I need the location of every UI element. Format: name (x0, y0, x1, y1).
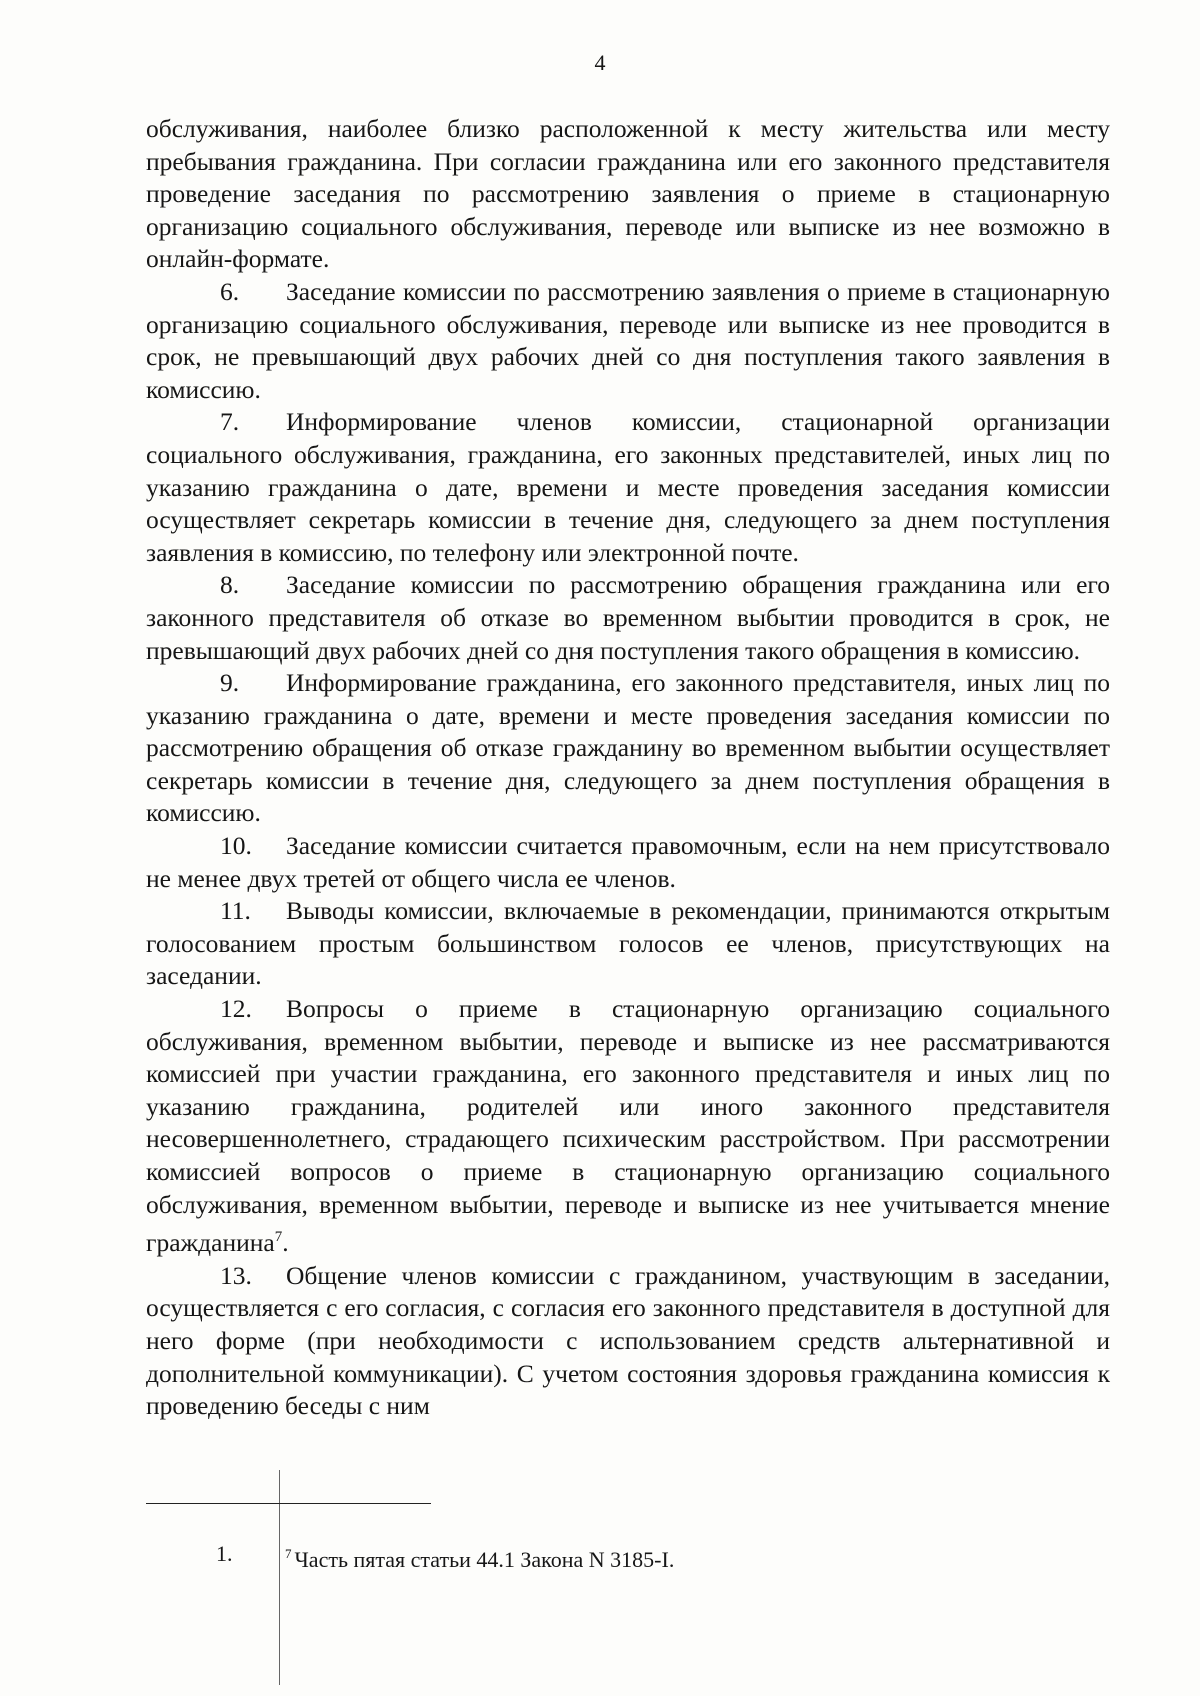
paragraph-text: Общение членов комиссии с гражданином, участвующим в заседании, осуществляется с его согласия, с согласия его законного представителя в доступной для него форме (при необходимости с использованием средств альтернативной и дополнительной коммуникации). С учетом состояния здоровья гражданина комиссия к проведению беседы с ним (146, 1260, 1110, 1421)
footnote-content: Часть пятая статьи 44.1 Закона N 3185-I. (294, 1547, 675, 1572)
footnote-list-number: 1. (216, 1541, 233, 1566)
paragraph-text: Вопросы о приеме в стационарную организацию социального обслуживания, временном выбытии, переводе и выписке из нее рассматриваются комиссией при участии гражданина, его законного представителя и иных лиц по указанию гражданина, родителей или иного законного представителя несовершеннолетнего, страдающего психическим расстройством. При рассмотрении комиссией вопросов о приеме в стационарную организацию социального обслуживания, временном выбытии, переводе и выписке из нее учитывается мнение гражданина (146, 994, 1110, 1258)
paragraph-9 (146, 667, 1110, 830)
page-number: 4 (594, 50, 606, 75)
paragraph-text: Информирование членов комиссии, стационарной организации социального обслуживания, гражданина, его законных представителей, иных лиц по указанию гражданина о дате, времени и месте проведения заседания комиссии осуществляет секретарь комиссии в течение дня, следующего за днем поступления заявления в комиссию, по телефону или электронной почте. (146, 407, 1110, 567)
paragraph-number: 13. (220, 1260, 252, 1290)
paragraph-13 (146, 1260, 1110, 1423)
paragraph-text: Заседание комиссии по рассмотрению обращения гражданина или его законного представителя об отказе во временном выбытии проводится в срок, не превышающий двух рабочих дней со дня поступления такого обращения в комиссию. (146, 570, 1110, 665)
paragraph-number: 12. (220, 994, 252, 1024)
paragraph-12 (146, 993, 1110, 1260)
paragraph-number: 9. (220, 668, 240, 698)
paragraph-6 (146, 276, 1110, 406)
paragraph-10 (146, 830, 1110, 895)
paragraph-text: Информирование гражданина, его законного представителя, иных лиц по указанию гражданина о дате, времени и месте проведения заседания комиссии по рассмотрению обращения об отказе гражданину во временном выбытии осуществляет секретарь комиссии в течение дня, следующего за днем поступления обращения в комиссию. (146, 668, 1110, 828)
paragraph-number: 10. (220, 831, 252, 861)
paragraph-continuation (146, 113, 1110, 276)
footnote-text (285, 1540, 674, 1574)
footnote-marker: 7 (285, 1546, 292, 1561)
paragraph-number: 7. (220, 407, 240, 437)
paragraph-7 (146, 406, 1110, 569)
paragraph-8 (146, 569, 1110, 667)
paragraph-text: обслуживания, наиболее близко расположенной к месту жительства или месту пребывания гражданина. При согласии гражданина или его законного представителя проведение заседания по рассмотрению заявления о приеме в стационарную организацию социального обслуживания, переводе или выписке из нее возможно в онлайн-формате. (146, 114, 1110, 274)
paragraph-11 (146, 895, 1110, 993)
footnote-reference[interactable]: 7 (274, 1229, 283, 1246)
paragraph-text: Заседание комиссии по рассмотрению заявления о приеме в стационарную организацию социального обслуживания, переводе или выписке из нее проводится в срок, не превышающий двух рабочих дней со дня поступления такого заявления в комиссию. (146, 276, 1110, 404)
document-body (146, 113, 1110, 1423)
paragraph-text: Заседание комиссии считается правомочным, если на нем присутствовало не менее двух третей от общего числа ее членов. (146, 831, 1110, 893)
paragraph-text-end: . (282, 1228, 289, 1258)
paragraph-text: Выводы комиссии, включаемые в рекомендации, принимаются открытым голосованием простым большинством голосов ее членов, присутствующих на заседании. (146, 896, 1110, 991)
paragraph-number: 11. (220, 896, 251, 926)
paragraph-number: 6. (220, 276, 240, 306)
footnote-separator (146, 1503, 431, 1504)
paragraph-number: 8. (220, 570, 240, 600)
